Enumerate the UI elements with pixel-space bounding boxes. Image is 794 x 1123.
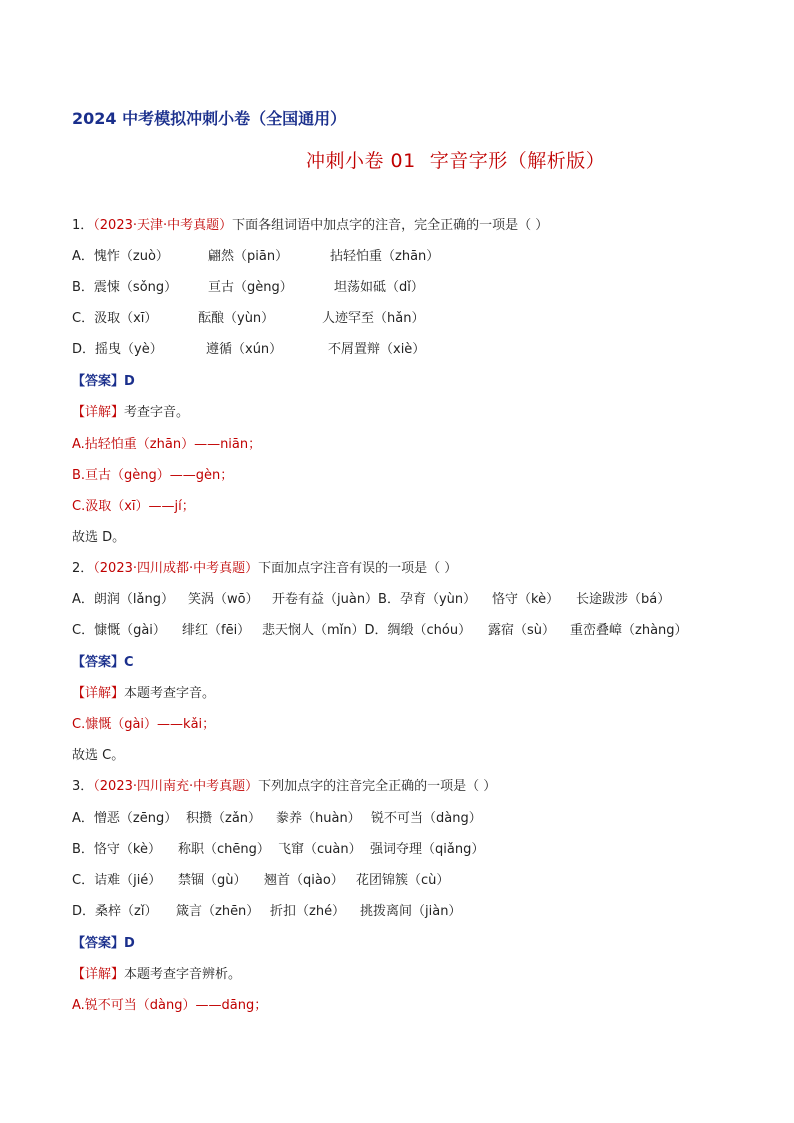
q1-option-b [72, 278, 424, 298]
option-item: 豢养（huàn） [276, 811, 361, 826]
option-item: 人迹罕至（hǎn） [322, 311, 425, 326]
q1-option-a [72, 247, 439, 267]
q2-fix-c: C.慷慨（gài）——kǎi； [72, 717, 216, 732]
option-item: 笑涡（wō） [188, 592, 259, 607]
q1-fix-a: A.拈轻怕重（zhān）——niān； [72, 437, 262, 452]
option-item: 挑拨离间（jiàn） [360, 904, 462, 919]
q2-options-ab [72, 590, 670, 610]
answer-value: D [124, 936, 135, 951]
question-source: （2023·四川南充·中考真题） [93, 779, 259, 794]
answer-label: 【答案】 [72, 936, 125, 951]
option-item: A．愧怍（zuò） [72, 249, 169, 264]
option-item: B．震悚（sǒng） [72, 280, 178, 295]
title-part-1: 冲刺小卷 01 [306, 150, 416, 172]
question-text: 下面各组词语中加点字的注音，完全正确的一项是（ ） [232, 218, 549, 233]
option-item: 绯红（fēi） [182, 623, 251, 638]
q2-conclusion: 故选 C。 [72, 748, 125, 763]
option-item: 悲天悯人（mǐn）D．绸缎（chóu） [262, 623, 472, 638]
title-part-2: 字音字形（解析版） [429, 150, 606, 172]
option-item: A．憎恶（zēng） [72, 811, 178, 826]
q1-answer [72, 372, 135, 392]
q3-detail [72, 965, 241, 985]
answer-label: 【答案】 [72, 374, 125, 389]
option-item: 开卷有益（juàn）B．孕育（yùn） [272, 592, 477, 607]
option-item: A．朗润（lǎng） [72, 592, 174, 607]
option-item: 遵循（xún） [206, 342, 283, 357]
option-item: D．桑梓（zǐ） [72, 904, 158, 919]
option-item: 不屑置辩（xiè） [328, 342, 426, 357]
q2-options-cd [72, 621, 688, 641]
option-item: C．汲取（xī） [72, 311, 158, 326]
detail-label: 【详解】 [72, 967, 125, 982]
q1-conclusion: 故选 D。 [72, 530, 126, 545]
detail-label: 【详解】 [72, 686, 125, 701]
option-item: 强词夺理（qiǎng） [370, 842, 485, 857]
option-item: 重峦叠嶂（zhàng） [570, 623, 688, 638]
question-number: 2． [72, 561, 94, 576]
question-1-stem [72, 216, 548, 236]
option-item: 恪守（kè） [492, 592, 560, 607]
question-source: （2023·四川成都·中考真题） [93, 561, 259, 576]
detail-text: 本题考查字音。 [124, 686, 216, 701]
question-text: 下面加点字注音有误的一项是（ ） [258, 561, 458, 576]
q1-fix-b: B.亘古（gèng）——gèn； [72, 468, 234, 483]
option-item: 长途跋涉（bá） [576, 592, 671, 607]
question-number: 3． [72, 779, 94, 794]
option-item: 箴言（zhēn） [176, 904, 260, 919]
q3-option-a [72, 809, 482, 829]
option-item: 禁锢（gù） [178, 873, 247, 888]
detail-text: 本题考查字音辨析。 [124, 967, 242, 982]
answer-value: D [124, 374, 135, 389]
answer-value: C [124, 655, 134, 670]
q1-option-d [72, 340, 425, 360]
option-item: 积攒（zǎn） [186, 811, 262, 826]
option-item: B．恪守（kè） [72, 842, 161, 857]
detail-text: 考查字音。 [124, 405, 190, 420]
option-item: 花团锦簇（cù） [356, 873, 450, 888]
question-text: 下列加点字的注音完全正确的一项是（ ） [258, 779, 497, 794]
option-item: 露宿（sù） [488, 623, 556, 638]
option-item: D．摇曳（yè） [72, 342, 163, 357]
q1-fix-c: C.汲取（xī）——jí； [72, 499, 195, 514]
q3-option-b [72, 840, 484, 860]
q1-detail [72, 403, 189, 423]
detail-label: 【详解】 [72, 405, 125, 420]
question-2-stem [72, 559, 457, 579]
q3-option-d [72, 902, 461, 922]
option-item: C．慷慨（gài） [72, 623, 166, 638]
option-item: 飞窜（cuàn） [278, 842, 362, 857]
option-item: 称职（chēng） [178, 842, 270, 857]
option-item: C．诘难（jié） [72, 873, 162, 888]
answer-label: 【答案】 [72, 655, 125, 670]
option-item: 翩然（piān） [208, 249, 289, 264]
option-item: 拈轻怕重（zhān） [330, 249, 440, 264]
q2-answer [72, 653, 134, 673]
question-number: 1． [72, 218, 94, 233]
q3-answer [72, 934, 135, 954]
option-item: 翘首（qiào） [264, 873, 344, 888]
q1-option-c [72, 309, 424, 329]
series-heading: 2024 中考模拟冲刺小卷（全国通用） [72, 109, 347, 128]
option-item: 锐不可当（dàng） [371, 811, 482, 826]
option-item: 坦荡如砥（dǐ） [334, 280, 424, 295]
question-3-stem [72, 777, 496, 797]
option-item: 折扣（zhé） [270, 904, 346, 919]
q2-detail [72, 684, 215, 704]
option-item: 亘古（gèng） [208, 280, 293, 295]
q3-option-c [72, 871, 449, 891]
option-item: 酝酿（yùn） [198, 311, 275, 326]
q3-fix-a: A.锐不可当（dàng）——dāng； [72, 998, 268, 1013]
paper-title [306, 146, 619, 173]
question-source: （2023·天津·中考真题） [93, 218, 233, 233]
